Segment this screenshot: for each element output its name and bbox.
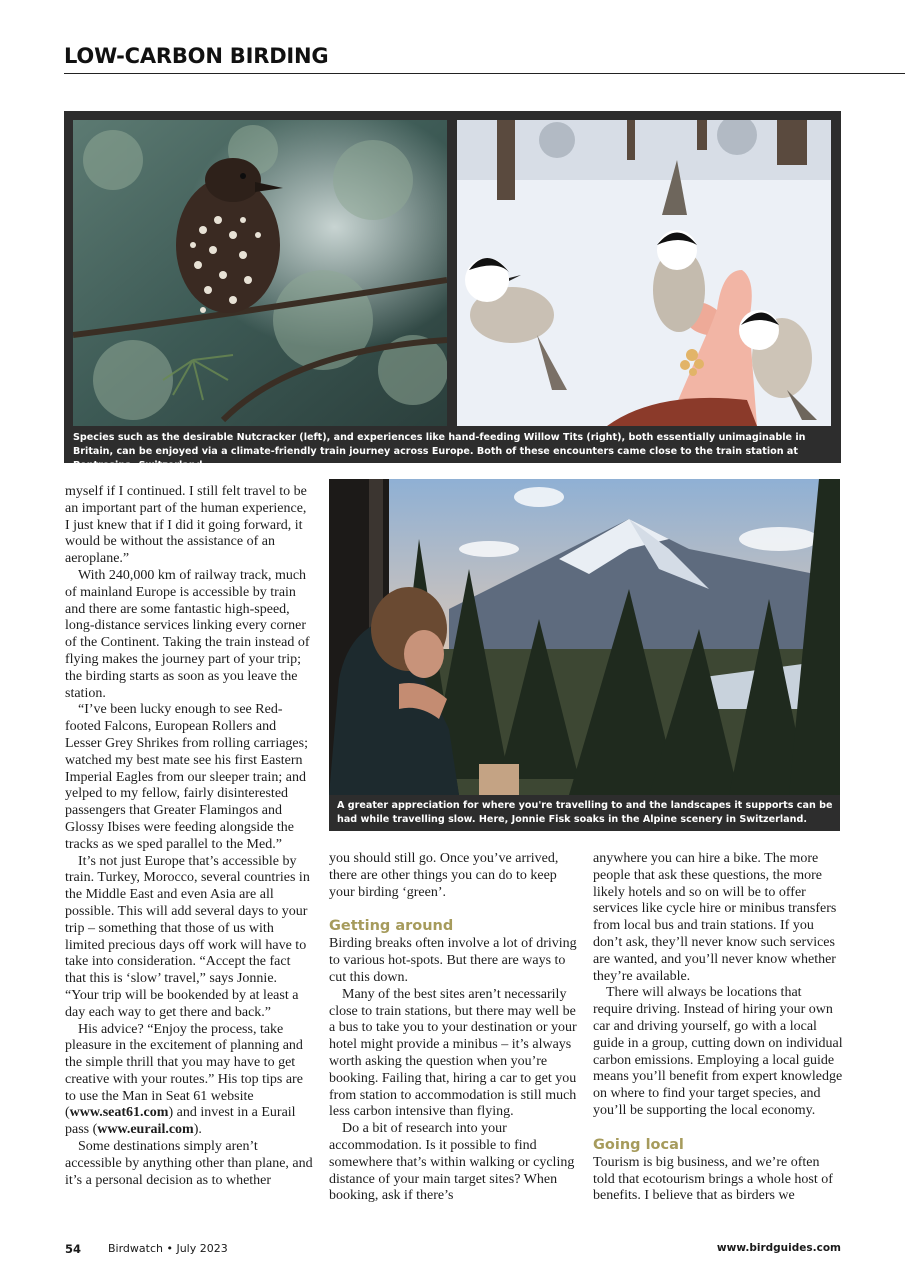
alpine-photo-panel	[329, 479, 840, 831]
page-number: 54	[65, 1242, 82, 1256]
magazine-issue: Birdwatch • July 2023	[108, 1242, 228, 1255]
paragraph: With 240,000 km of railway track, much of mainland Europe is accessible by train and there are some fantastic high-speed, long-distance services linking every corner of the Continent. Taking the train instead of flying makes the journey part of your trip; the birding starts as soon as you leave the station.	[65, 567, 310, 701]
seat61-link[interactable]: www.seat61.com	[69, 1105, 169, 1121]
nutcracker-photo	[73, 120, 447, 426]
paragraph: you should still go. Once you’ve arrived, there are other things you can do to keep your birding ‘green’.	[329, 851, 559, 900]
section-title: LOW-CARBON BIRDING	[64, 44, 329, 68]
article-column-1	[65, 484, 313, 1189]
article-column-3	[593, 851, 843, 1205]
paragraph: Tourism is big business, and we’re often told that ecotourism brings a whole host of benefits. I believe that as birders we	[593, 1154, 833, 1204]
paragraph: Do a bit of research into your accommodation. Is it possible to find somewhere that’s within walking or cycling distance of your main target sites? When booking, ask if there’s	[329, 1121, 575, 1204]
subheading-going-local: Going local	[593, 1136, 684, 1153]
paragraph: It’s not just Europe that’s accessible by train. Turkey, Morocco, several countries in the Middle East and even Asia are all possible. This will add several days to your trip – something that those of us with limited precious days off work will have to take into consideration. “Accept the fact that this is ‘slow’ travel,” says Jonnie. “Your trip will be bookended by at least a day each way to get there and back.”	[65, 853, 310, 1020]
paragraph	[65, 1022, 313, 1140]
paragraph: “I’ve been lucky enough to see Red-footed Falcons, European Rollers and Lesser Grey Shrikes from rolling carriages; watched my best mate see his first Eastern Imperial Eagles from our sleeper train; and yelped to my fellow, fairly disinterested passengers that Greater Flamingos and Glossy Ibises were feeding alongside the tracks as we sped parallel to the Med.”	[65, 702, 308, 852]
paragraph: myself if I continued. I still felt travel to be an important part of the human experience, I just knew that if I did it going forward, it would be without the assistance of an aeroplane.”	[65, 484, 307, 567]
website-link[interactable]: www.birdguides.com	[716, 1242, 841, 1254]
top-photo-panel	[64, 111, 841, 471]
subheading-getting-around: Getting around	[329, 918, 454, 935]
paragraph: There will always be locations that require driving. Instead of hiring your own car and driving yourself, go with a local guide in a group, cutting down on individual carbon emissions. Employing a local guide means you’ll benefit from expert knowledge on where to find your target species, and you’ll be supporting the local economy.	[593, 985, 843, 1118]
article-column-2	[329, 851, 577, 1205]
eurail-link[interactable]: www.eurail.com	[97, 1122, 194, 1138]
text-run: ).	[193, 1122, 202, 1138]
paragraph: Many of the best sites aren’t necessarily close to train stations, but there may well be a bus to take you to your destination or your hotel might provide a minibus – it’s always worth asking the question when you’re booking. Failing that, hiring a car to get you from station to accommodation is still much less carbon intensive than flying.	[329, 986, 577, 1120]
page-footer	[65, 1242, 841, 1258]
willow-tits-photo	[457, 120, 831, 426]
paragraph: Some destinations simply aren’t accessible by anything other than plane, and it’s a personal decision as to whether	[65, 1139, 313, 1188]
top-photo-caption: Species such as the desirable Nutcracker (left), and experiences like hand-feeding Willow Tits (right), both essentially unimaginable in Britain, can be enjoyed via a climate-friendly train journey across Europe. Both of these encounters came close to the train station at Pontresina, Switzerland.	[73, 432, 806, 471]
alpine-scenery-photo	[329, 479, 840, 795]
paragraph: Birding breaks often involve a lot of driving to various hot-spots. But there are ways to cut this down.	[329, 936, 577, 985]
text-run: His advice? “Enjoy the process, take pleasure in the excitement of planning and the simple thrill that you may have to get creative with your routes.” His top tips are to use the Man in Seat 61 website (	[65, 1021, 303, 1121]
section-header	[64, 44, 905, 74]
text-run: ) and invest in a Eurail pass (	[65, 1105, 296, 1138]
paragraph: anywhere you can hire a bike. The more people that ask these questions, the more likely hotels and so on will be to offer services like cycle hire or minibus transfers from local bus and train stations. If you don’t ask, they’ll never know such services are wanted, and you’ll never know whether they’re available.	[593, 851, 837, 984]
alpine-photo-caption: A greater appreciation for where you're travelling to and the landscapes it supports can be had while travelling slow. Here, Jonnie Fisk soaks in the Alpine scenery in Switzerland.	[337, 800, 833, 825]
